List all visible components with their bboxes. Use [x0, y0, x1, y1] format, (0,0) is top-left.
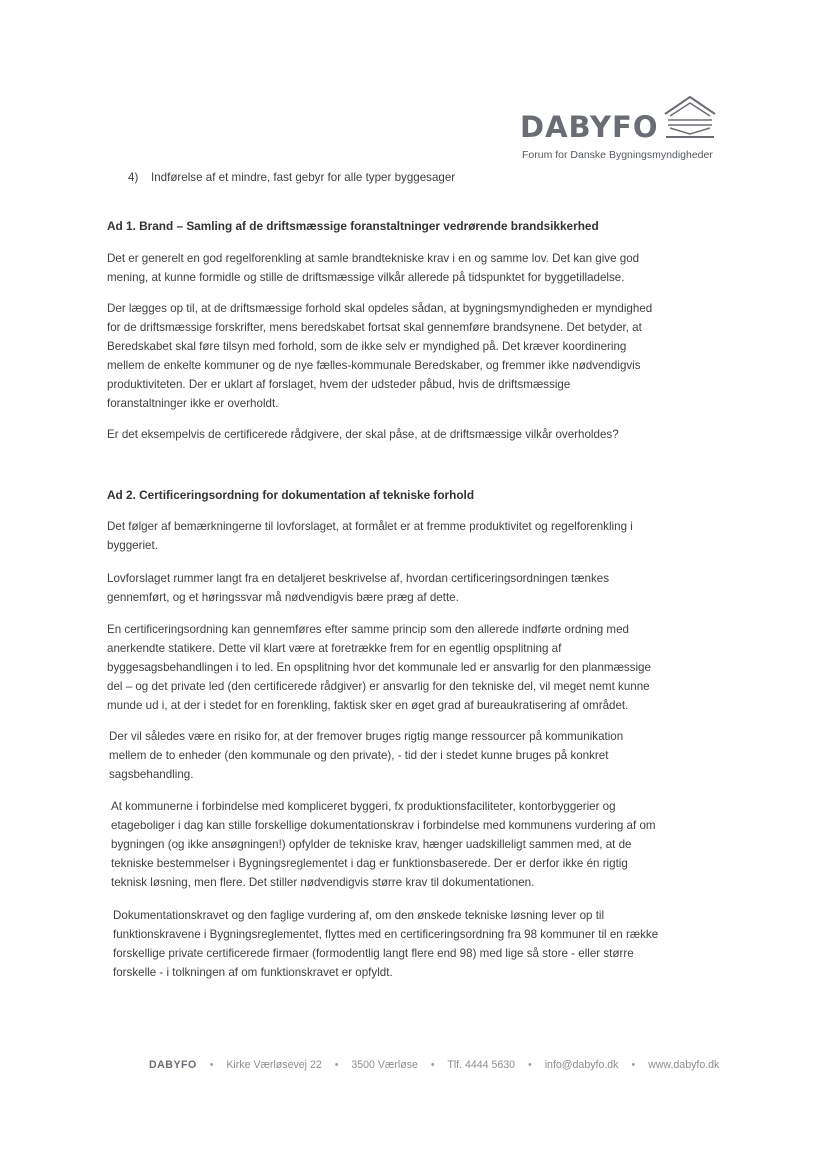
paragraph-line: At kommunerne i forbindelse med kompliceret byggeri, fx produktionsfaciliteter, kontorbyggerier og	[111, 800, 616, 813]
paragraph	[107, 299, 727, 413]
footer-brand: DABYFO	[149, 1059, 197, 1071]
logo-subtitle: Forum for Danske Bygningsmyndigheder	[522, 149, 713, 161]
paragraph-line: forskelle - i tolkningen af om funktionskravet er opfyldt.	[113, 966, 393, 979]
list-item-number: 4)	[128, 171, 139, 184]
dabyfo-logo	[518, 94, 728, 166]
footer-separator: •	[430, 1059, 435, 1071]
footer-separator: •	[209, 1059, 214, 1071]
paragraph-line: del – og det private led (den certificerede rådgiver) er ansvarlig for den tekniske del, vil meget nemt kunne	[107, 680, 650, 693]
paragraph-line: byggesagsbehandlingen i to led. En opsplitning hvor det kommunale led er ansvarlig for den planmæssige	[107, 661, 651, 674]
logo-wordmark: DABYFO	[520, 110, 659, 144]
paragraph-line: anerkendte statikere. Dette vil klart være at foretrække frem for en egentlig opsplitning af	[107, 642, 562, 655]
paragraph-line: Det er generelt en god regelforenkling at samle brandtekniske krav i en og samme lov. Det kan give god	[107, 252, 640, 265]
paragraph-line: Der vil således være en risiko for, at der fremover bruges rigtig mange ressourcer på kommunikation	[109, 730, 624, 743]
list-item-text: Indførelse af et mindre, fast gebyr for alle typer byggesager	[151, 171, 456, 184]
paragraph	[107, 249, 727, 287]
paragraph-line: Det følger af bemærkningerne til lovforslaget, at formålet er at fremme produktivitet og regelforenkling i	[107, 520, 633, 533]
page-footer	[149, 1059, 719, 1071]
paragraph-line: byggeriet.	[107, 539, 158, 552]
list-item	[128, 168, 455, 188]
paragraph-line: foranstaltninger ikke er overholdt.	[107, 397, 279, 410]
paragraph-line: teknisk løsning, men flere. Det stiller nødvendigvis større krav til dokumentationen.	[111, 876, 535, 889]
paragraph-line: for de driftsmæssige forskrifter, mens beredskabet fortsat skal gennemføre brandsynene. Det betyder, at	[107, 321, 642, 334]
section-heading: Ad 1. Brand – Samling af de driftsmæssige foranstaltninger vedrørende brandsikkerhed	[107, 219, 599, 233]
paragraph	[111, 797, 731, 892]
paragraph-line: Beredskabet skal føre tilsyn med forhold, som de ikke selv er myndighed på. Det kræver koordinering	[107, 340, 627, 353]
section-heading: Ad 2. Certificeringsordning for dokumentation af tekniske forhold	[107, 488, 475, 502]
paragraph-line: En certificeringsordning kan gennemføres efter samme princip som den allerede indførte ordning med	[107, 623, 629, 636]
paragraph-line: Lovforslaget rummer langt fra en detaljeret beskrivelse af, hvordan certificeringsordningen tænkes	[107, 572, 610, 585]
paragraph-line: munde ud i, at der i stedet for en forenkling, faktisk sker en øget grad af bureaukratisering af området.	[107, 699, 629, 712]
footer-separator: •	[631, 1059, 636, 1071]
footer-city: 3500 Værløse	[351, 1059, 418, 1071]
paragraph-line: funktionskravene i Bygningsreglementet, flyttes med en certificeringsordning fra 98 kommuner til en række	[113, 928, 659, 941]
paragraph-line: sagsbehandling.	[109, 768, 194, 781]
footer-email[interactable]: info@dabyfo.dk	[544, 1059, 619, 1071]
paragraph	[107, 620, 727, 715]
paragraph-line: produktiviteten. Der er uklart af forslaget, hvem der udsteder påbud, hvis de driftsmæssige	[107, 378, 571, 391]
house-logo-icon	[662, 94, 718, 140]
paragraph	[109, 727, 729, 784]
paragraph	[107, 517, 727, 555]
paragraph-line: Der lægges op til, at de driftsmæssige forhold skal opdeles sådan, at bygningsmyndigheden er myndighed	[107, 302, 653, 315]
paragraph	[113, 906, 733, 982]
paragraph-line: mening, at kunne formidle og stille de driftsmæssige vilkår allerede på tidspunktet for byggetilladelse.	[107, 271, 625, 284]
paragraph-line: etageboliger i dag kan stille forskellige dokumentationskrav i forbindelse med kommunens vurdering af om	[111, 819, 656, 832]
footer-web[interactable]: www.dabyfo.dk	[648, 1059, 720, 1071]
paragraph-line: Er det eksempelvis de certificerede rådgivere, der skal påse, at de driftsmæssige vilkår overholdes?	[107, 428, 619, 441]
footer-phone: Tlf. 4444 5630	[447, 1059, 516, 1071]
paragraph-line: forskellige private certificerede firmaer (formodentlig langt flere end 98) med lige så store - eller større	[113, 947, 634, 960]
footer-separator: •	[528, 1059, 532, 1071]
paragraph-line: tekniske bestemmelser i Bygningsreglementet i dag er funktionsbaserede. Der er derfor ikke én rigtig	[111, 857, 628, 870]
footer-separator: •	[334, 1059, 339, 1071]
paragraph-line: mellem de to enheder (den kommunale og den private), - tid der i stedet kunne bruges på konkret	[109, 749, 609, 762]
paragraph-line: bygningen (og ikke ansøgningen!) opfylder de tekniske krav, hænger uadskilleligt sammen med, at de	[111, 838, 632, 851]
paragraph-line: mellem de enkelte kommuner og de nye fælles-kommunale Beredskaber, og fremmer ikke nødvendigvis	[107, 359, 641, 372]
paragraph-line: Dokumentationskravet og den faglige vurdering af, om den ønskede tekniske løsning lever op til	[113, 909, 605, 922]
footer-address: Kirke Værløsevej 22	[226, 1059, 322, 1071]
paragraph	[107, 569, 727, 607]
paragraph-line: gennemført, og et høringssvar må nødvendigvis bære præg af dette.	[107, 591, 459, 604]
paragraph	[107, 425, 727, 444]
